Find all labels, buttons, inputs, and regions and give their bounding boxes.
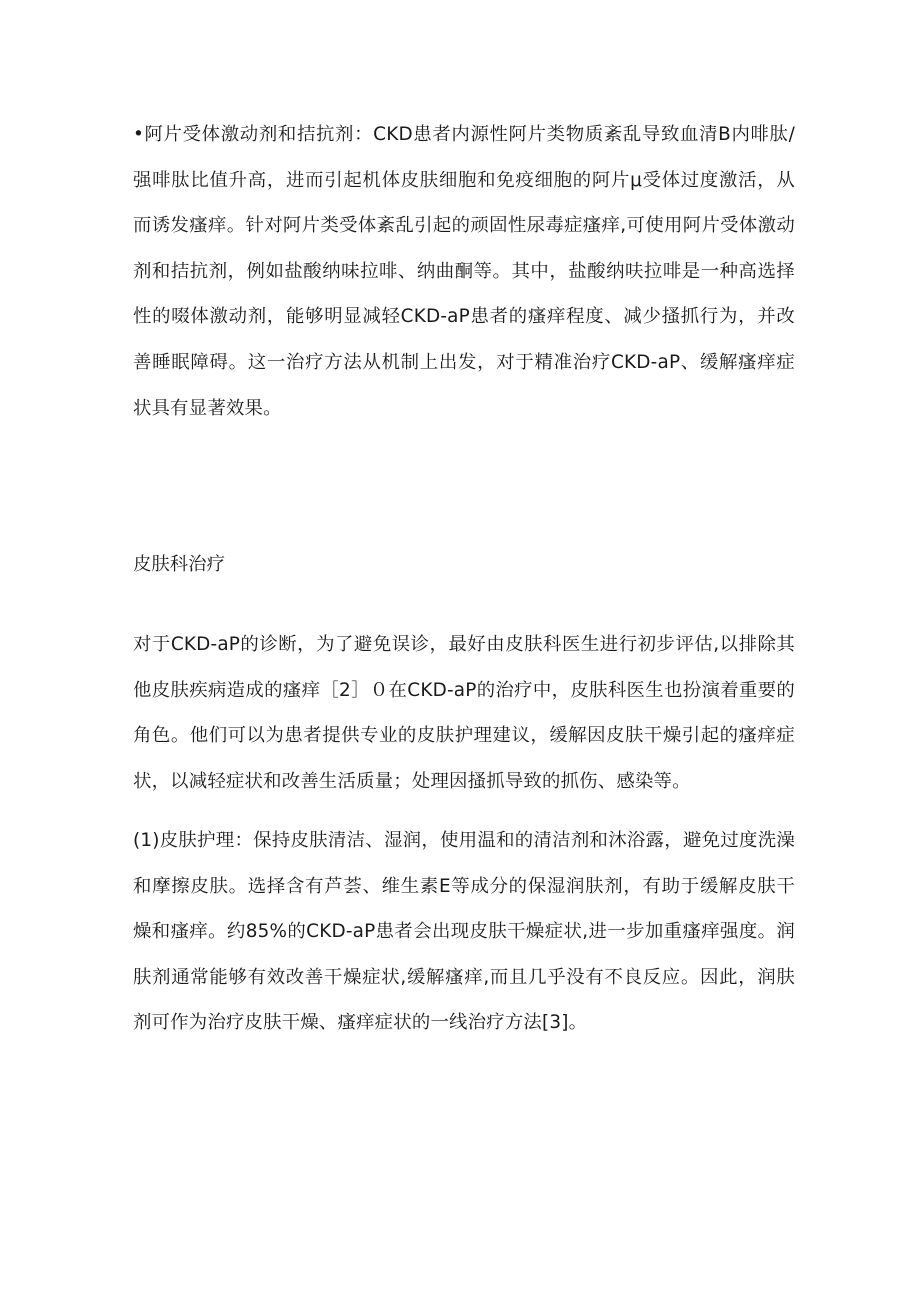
skin-care-paragraph: (1)皮肤护理：保持皮肤清洁、湿润，使用温和的清洁剂和沐浴露，避免过度洗澡和摩擦皮肤。选择含有芦荟、维生素E等成分的保湿润肤剂，有助于缓解皮肤干燥和瘙痒。约85%的CKD-aP患者会出现皮肤干燥症状,进一步加重瘙痒强度。润肤剂通常能够有效改善干燥症状,缓解瘙痒,而且几乎没有不良反应。因此，润肤剂可作为治疗皮肤干燥、瘙痒症状的一线治疗方法[3]。 bbox=[133, 830, 795, 1034]
opioid-receptor-paragraph: •阿片受体激动剂和拮抗剂：CKD患者内源性阿片类物质紊乱导致血清B内啡肽/强啡肽比值升高，进而引起机体皮肤细胞和免疫细胞的阿片μ受体过度激活，从而诱发瘙痒。针对阿片类受体紊乱引起的顽固性尿毒症瘙痒,可使用阿片受体激动剂和拮抗剂，例如盐酸纳味拉啡、纳曲酮等。其中，盐酸纳呋拉啡是一种高选择性的啜体激动剂，能够明显减轻CKD-aP患者的瘙痒程度、减少搔抓行为，并改善睡眠障碍。这一治疗方法从机制上出发，对于精准治疗CKD-aP、缓解瘙痒症状具有显著效果。 bbox=[133, 124, 795, 419]
dermatology-diagnosis-paragraph: 对于CKD-aP的诊断，为了避免误诊，最好由皮肤科医生进行初步评估,以排除其他皮肤疾病造成的瘙痒［2］０在CKD-aP的治疗中，皮肤科医生也扮演着重要的角色。他们可以为患者提供专业的皮肤护理建议，缓解因皮肤干燥引起的瘙痒症状，以减轻症状和改善生活质量；处理因搔抓导致的抓伤、感染等。 bbox=[133, 634, 795, 792]
section-heading-dermatology: 皮肤科治疗 bbox=[133, 554, 225, 575]
